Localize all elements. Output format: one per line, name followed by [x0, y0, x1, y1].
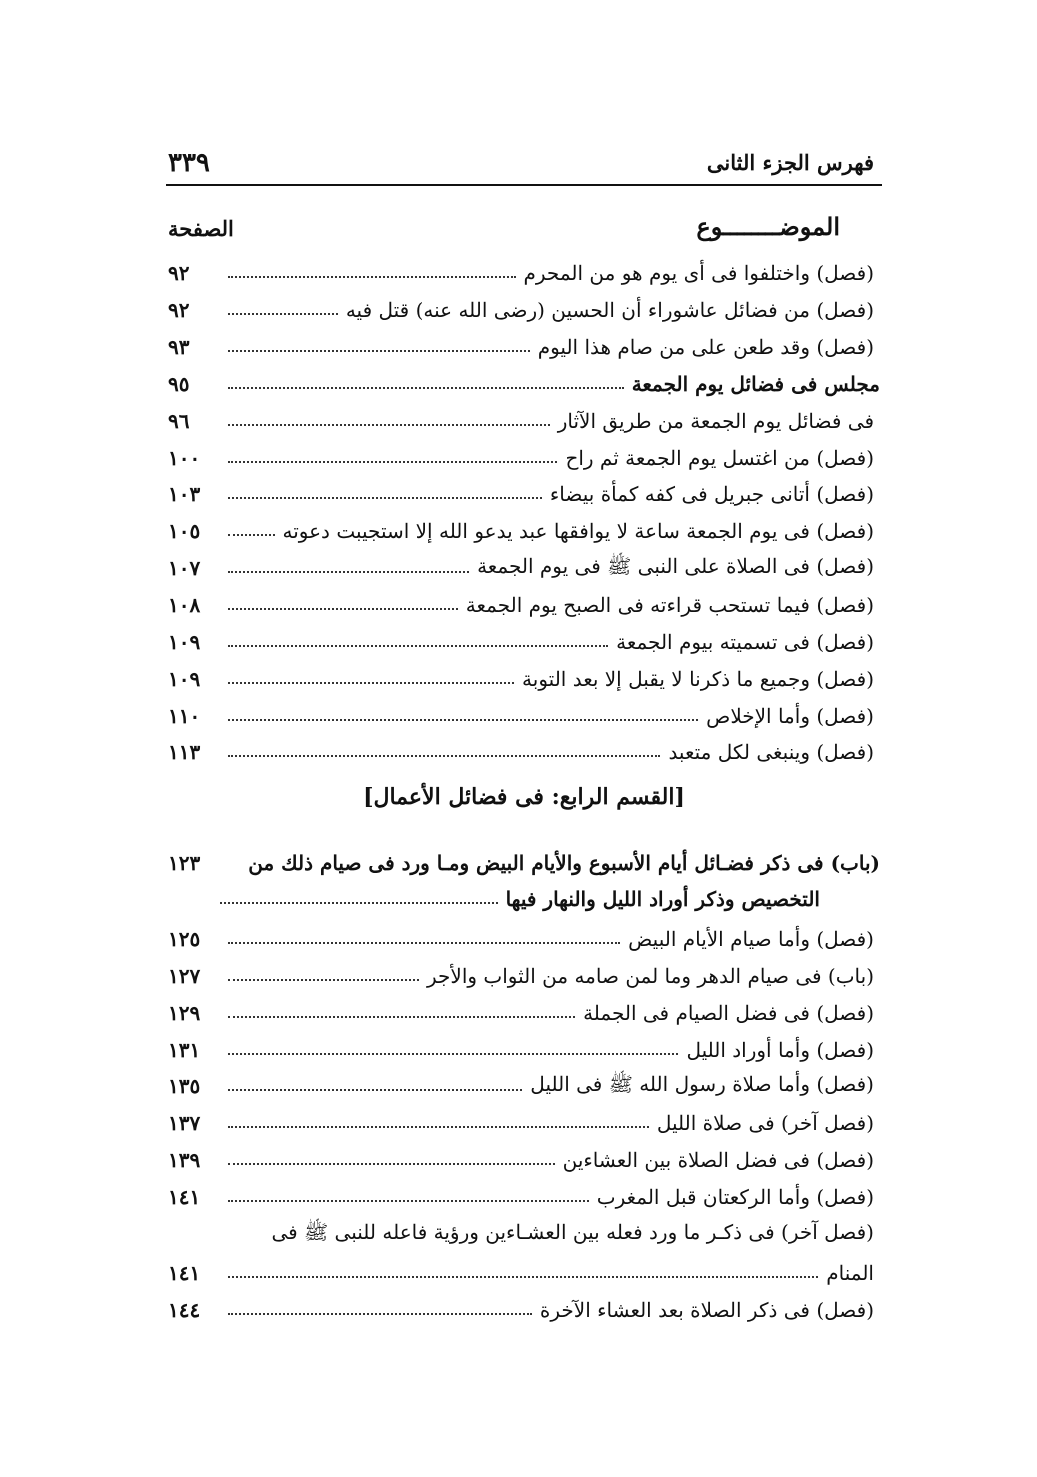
toc-entry — [168, 330, 880, 364]
entry-title: (فصل) وأما صيام الأيام البيض — [628, 927, 874, 951]
dot-leader — [228, 313, 338, 315]
dot-leader — [228, 497, 542, 499]
dot-leader — [228, 387, 624, 389]
dot-leader — [228, 719, 698, 721]
entry-title-line1: (باب) فى ذكر فضـائل أيام الأسبوع والأيام البيض ومـا ورد فى صيام ذلك من — [248, 851, 880, 875]
entry-page: ١٤١ — [168, 1185, 201, 1209]
entry-title: (فصل) وأما الإخلاص — [706, 704, 874, 728]
entry-title: (فصل آخر) فى صلاة الليل — [656, 1111, 874, 1135]
entry-title: فى فضائل يوم الجمعة من طريق الآثار — [557, 409, 874, 433]
entry-title: (فصل) فى تسميته بيوم الجمعة — [616, 630, 874, 654]
toc-entry — [168, 256, 880, 290]
entry-page: ١٠٩ — [168, 630, 201, 654]
dot-leader — [228, 571, 469, 573]
entry-title-line2: التخصيص وذكر أوراد الليل والنهار فيها — [505, 887, 820, 911]
entry-title: (فصل) وينبغى لكل متعبد — [668, 740, 874, 764]
entry-page: ١٣٩ — [168, 1148, 201, 1172]
entry-title: (فصل) فى ذكر الصلاة بعد العشاء الآخرة — [539, 1298, 874, 1322]
toc-entry — [168, 477, 880, 511]
entry-page: ١٢٧ — [168, 964, 201, 988]
dot-leader — [228, 1313, 532, 1315]
toc-entry — [168, 1293, 880, 1327]
entry-page: ١٠٣ — [168, 482, 201, 506]
toc-entry — [168, 662, 880, 696]
running-header — [168, 148, 880, 182]
dot-leader — [228, 979, 419, 981]
entry-page: ١٢٣ — [168, 851, 201, 875]
dot-leader — [228, 608, 458, 610]
entry-title: (فصل) من فضائل عاشوراء أن الحسين (رضى الله عنه) قتل فيه — [345, 298, 874, 322]
toc-entry — [168, 996, 880, 1030]
entry-page: ١٠٨ — [168, 593, 201, 617]
header-title: فهرس الجزء الثانى — [706, 150, 874, 175]
toc-entry — [168, 441, 880, 475]
entry-page: ١٤١ — [168, 1261, 201, 1285]
dot-leader — [228, 1089, 522, 1091]
toc-entry — [168, 1069, 880, 1103]
toc-entry-multiline-continuation — [168, 1256, 880, 1290]
dot-leader — [228, 755, 660, 757]
dot-leader — [228, 1016, 575, 1018]
toc-entry-multiline — [168, 1217, 880, 1251]
toc-entry — [168, 1106, 880, 1140]
entry-title: (فصل) أتانى جبريل فى كفه كمأة بيضاء — [549, 482, 874, 506]
entry-title: (فصل) وأما الركعتان قبل المغرب — [596, 1185, 874, 1209]
entry-page: ١٣٧ — [168, 1111, 201, 1135]
entry-page: ٩٢ — [168, 261, 190, 285]
toc-entry — [168, 625, 880, 659]
toc-entry-majlis — [168, 367, 880, 401]
dot-leader — [228, 1163, 555, 1165]
entry-title: (فصل) فيما تستحب قراءته فى الصبح يوم الجمعة — [465, 593, 874, 617]
entry-title-line1: (فصل آخر) فى ذكـر ما ورد فعله بين العشـاءين ورؤية فاعله للنبى ﷺ فى — [271, 1219, 874, 1244]
toc-entry — [168, 735, 880, 769]
entry-title: (فصل) واختلفوا فى أى يوم هو من المحرم — [523, 261, 874, 285]
dot-leader — [228, 1126, 649, 1128]
dot-leader — [220, 902, 498, 904]
dot-leader — [228, 942, 620, 944]
section-heading: [القسم الرابع: فى فضائل الأعمال] — [363, 784, 685, 810]
header-rule — [166, 184, 882, 186]
entry-title: (فصل) فى يوم الجمعة ساعة لا يوافقها عبد يدعو الله إلا استجيبت دعوته — [282, 519, 874, 543]
entry-page: ٩٣ — [168, 335, 190, 359]
dot-leader — [228, 424, 550, 426]
dot-leader — [228, 276, 516, 278]
entry-title: مجلس فى فضائل يوم الجمعة — [631, 372, 880, 396]
page-column-heading: الصفحة — [168, 216, 234, 241]
entry-title: (فصل) فى فضل الصلاة بين العشاءين — [562, 1148, 874, 1172]
entry-page: ١١٠ — [168, 704, 201, 728]
toc-entry — [168, 1033, 880, 1067]
entry-page: ١٠٩ — [168, 667, 201, 691]
entry-title: (فصل) وقد طعن على من صام هذا اليوم — [537, 335, 874, 359]
toc-entry — [168, 514, 880, 548]
toc-entry — [168, 1180, 880, 1214]
dot-leader — [228, 350, 530, 352]
entry-page: ١١٣ — [168, 740, 201, 764]
entry-title-line2: المنام — [826, 1261, 874, 1285]
dot-leader — [228, 461, 557, 463]
toc-entry-bab-continuation — [168, 882, 880, 916]
toc-entry — [168, 404, 880, 438]
dot-leader — [228, 1053, 678, 1055]
entry-page: ٩٥ — [168, 372, 190, 396]
dot-leader — [228, 682, 514, 684]
entry-page: ١٤٤ — [168, 1298, 201, 1322]
toc-entry — [168, 1143, 880, 1177]
toc-entry — [168, 699, 880, 733]
toc-entry-bab — [168, 846, 880, 880]
dot-leader — [228, 1200, 589, 1202]
entry-page: ١٠٠ — [168, 446, 201, 470]
entry-title: (باب) فى صيام الدهر وما لمن صامه من الثواب والأجر — [427, 964, 874, 988]
toc-entry — [168, 293, 880, 327]
entry-page: ٩٢ — [168, 298, 190, 322]
entry-page: ١٠٥ — [168, 519, 201, 543]
toc-entry — [168, 551, 880, 585]
entry-page: ١٣٥ — [168, 1074, 201, 1098]
entry-title: (فصل) من اغتسل يوم الجمعة ثم راح — [565, 446, 874, 470]
entry-title: (فصل) وأما أوراد الليل — [686, 1038, 874, 1062]
toc-entry — [168, 922, 880, 956]
entry-page: ١٠٧ — [168, 556, 201, 580]
entry-page: ١٢٥ — [168, 927, 201, 951]
entry-page: ١٣١ — [168, 1038, 201, 1062]
dot-leader — [228, 1276, 818, 1278]
dot-leader — [228, 645, 608, 647]
toc-entry — [168, 588, 880, 622]
entry-title: (فصل) وأما صلاة رسول الله ﷺ فى الليل — [530, 1071, 874, 1096]
entry-title: (فصل) فى فضل الصيام فى الجملة — [583, 1001, 874, 1025]
entry-title: (فصل) وجميع ما ذكرنا لا يقبل إلا بعد التوبة — [522, 667, 874, 691]
page-number: ٣٣٩ — [168, 148, 210, 178]
dot-leader — [228, 534, 275, 536]
column-headings — [168, 212, 880, 252]
topic-column-heading: الموضــــــــوع — [696, 212, 840, 241]
entry-page: ١٢٩ — [168, 1001, 201, 1025]
entry-title: (فصل) فى الصلاة على النبى ﷺ فى يوم الجمعة — [477, 553, 874, 578]
toc-entry — [168, 959, 880, 993]
entry-page: ٩٦ — [168, 409, 190, 433]
